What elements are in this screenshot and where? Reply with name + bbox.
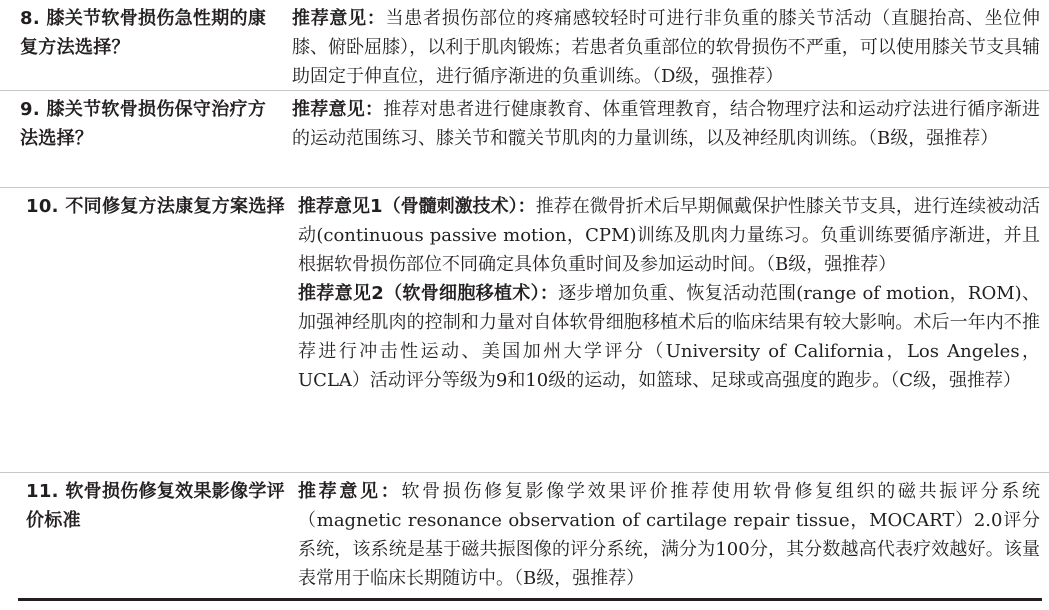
recommendation-label: 推荐意见： — [292, 99, 384, 120]
answer-cell — [298, 192, 1040, 395]
recommendation-text: 当患者损伤部位的疼痛感较轻时可进行非负重的膝关节活动（直腿抬高、坐位伸膝、俯卧屈膝），以利于肌肉锻炼；若患者负重部位的软骨损伤不严重，可以使用膝关节支具辅助固定于伸直位，进行循序渐进的负重训练。（D级，强推荐） — [292, 8, 1041, 87]
recommendation-text: 软骨损伤修复影像学效果评价推荐使用软骨修复组织的磁共振评分系统（magnetic resonance observation of cartilage repair tissue，MOCART）2.0评分系统，该系统是基于磁共振图像的评分系统，满分为100分，其分数越高代表疗效越好。该量表常用于临床长期随访中。（B级，强推荐） — [298, 481, 1041, 589]
recommendation-text: 逐步增加负重、恢复活动范围(range of motion，ROM)、加强神经肌肉的控制和力量对自体软骨细胞移植术后的临床结果有较大影响。术后一年内不推荐进行冲击性运动、美国加州大学评分（University of California，Los Angeles，UCLA）活动评分等级为9和10级的运动，如篮球、足球或高强度的跑步。（C级，强推荐） — [298, 283, 1040, 391]
question-cell: 9. 膝关节软骨损伤保守治疗方法选择？ — [20, 99, 267, 149]
recommendation-label: 推荐意见1（骨髓刺激技术）： — [298, 196, 536, 217]
recommendation-text: 推荐在微骨折术后早期佩戴保护性膝关节支具，进行连续被动活动(continuous passive motion，CPM)训练及肌肉力量练习。负重训练要循序渐进，并且根据软骨损伤部位不同确定具体负重时间及参加运动时间。（B级，强推荐） — [298, 196, 1040, 275]
recommendation-text: 推荐对患者进行健康教育、体重管理教育，结合物理疗法和运动疗法进行循序渐进的运动范围练习、膝关节和髋关节肌肉的力量训练，以及神经肌肉训练。（B级，强推荐） — [292, 99, 1040, 149]
table-row — [0, 473, 1049, 599]
table-row — [0, 0, 1049, 91]
table-row — [0, 91, 1049, 188]
question-cell: 10. 不同修复方法康复方案选择 — [26, 196, 285, 217]
recommendation — [298, 279, 1040, 395]
recommendation-label: 推荐意见： — [292, 8, 386, 29]
bottom-rule — [18, 598, 1042, 601]
recommendation — [292, 4, 1040, 91]
recommendation — [298, 477, 1040, 593]
table-row — [0, 188, 1049, 473]
answer-cell — [298, 477, 1040, 593]
recommendation-label: 推荐意见： — [298, 481, 402, 502]
question-cell: 8. 膝关节软骨损伤急性期的康复方法选择？ — [20, 8, 267, 58]
recommendation — [298, 192, 1040, 279]
recommendation-label: 推荐意见2（软骨细胞移植术）： — [298, 283, 559, 304]
question-cell: 11. 软骨损伤修复效果影像学评价标准 — [26, 481, 285, 531]
answer-cell — [292, 4, 1040, 91]
recommendation — [292, 95, 1040, 153]
answer-cell — [292, 95, 1040, 153]
